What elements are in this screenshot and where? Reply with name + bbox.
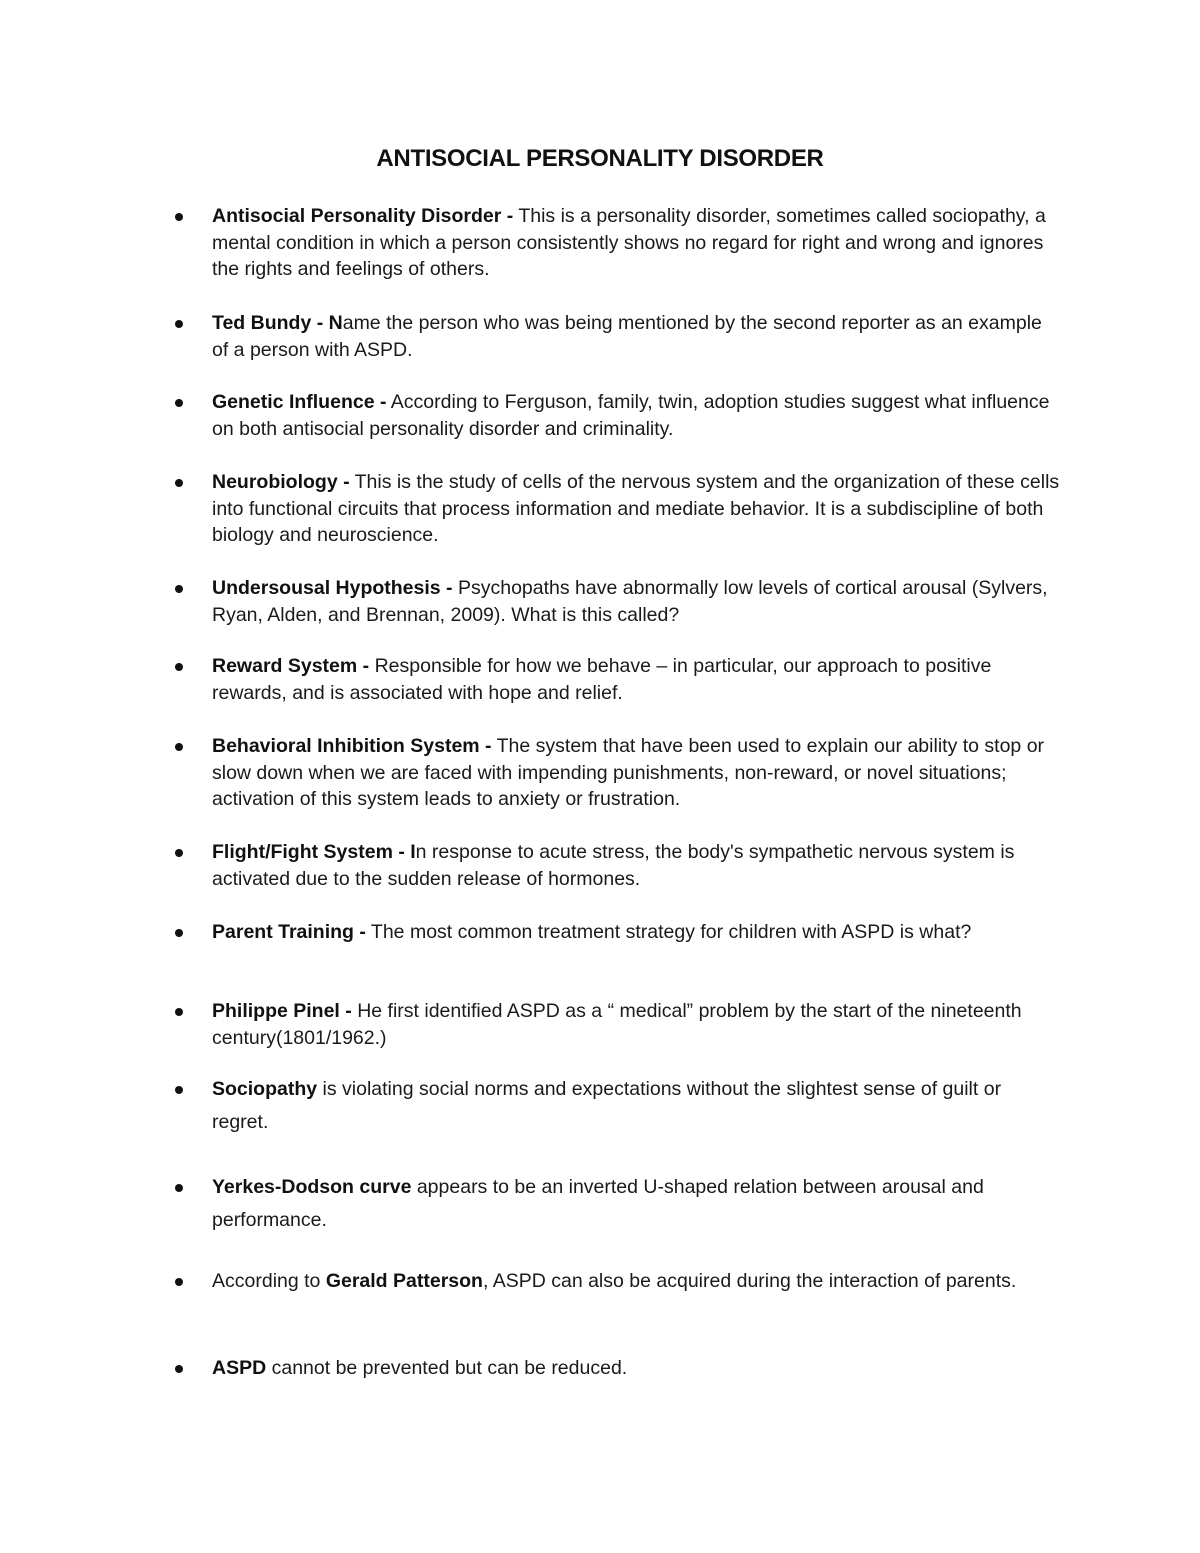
list-item-ted-bundy — [212, 310, 1062, 363]
item-term: Antisocial Personality Disorder - — [212, 205, 514, 227]
bullet-icon — [175, 1365, 183, 1373]
list-item-aspd — [212, 1355, 1062, 1382]
item-term: Undersousal Hypothesis - — [212, 577, 453, 599]
item-text: This is a personality disorder, sometimes called sociopathy, a mental condition in which a person consistently shows no regard for right and wrong and ignores the rights and feelings of others. — [212, 205, 1046, 280]
item-term: Gerald Patterson — [325, 1270, 483, 1292]
item-term: Philippe Pinel - — [212, 1000, 352, 1022]
item-text: Psychopaths have abnormally low levels of cortical arousal (Sylvers, Ryan, Alden, and Brennan, 2009). What is this called? — [212, 577, 1048, 626]
list-item-reward-system — [212, 653, 1062, 706]
item-term: Reward System - — [212, 655, 370, 677]
bullet-icon — [175, 849, 183, 857]
item-text: The system that have been used to explain our ability to stop or slow down when we are faced with impending punishments, non-reward, or novel situations; activation of this system leads to anxiety or frustration. — [212, 735, 1045, 810]
item-prefix: According to — [212, 1270, 326, 1292]
bullet-icon — [175, 320, 183, 328]
item-term: Genetic Influence - — [212, 391, 387, 413]
item-text: is violating social norms and expectations without the slightest sense of guilt or regret. — [212, 1078, 1002, 1133]
item-text: n response to acute stress, the body's sympathetic nervous system is activated due to the sudden release of hormones. — [212, 841, 1015, 890]
item-term: Parent Training - — [212, 921, 366, 943]
bullet-icon — [175, 479, 183, 487]
item-text: ame the person who was being mentioned by the second reporter as an example of a person with ASPD. — [212, 312, 1042, 361]
item-term: Sociopathy — [212, 1078, 318, 1100]
bullet-icon — [175, 743, 183, 751]
item-text: He first identified ASPD as a “ medical” problem by the start of the nineteenth century(1801/1962.) — [212, 1000, 1022, 1049]
list-item-antisocial-personality-disorder — [212, 203, 1062, 283]
list-item-sociopathy — [212, 1073, 1062, 1139]
item-text: This is the study of cells of the nervous system and the organization of these cells into functional circuits that process information and mediate behavior. It is a subdiscipline of both biology and neuroscience. — [212, 471, 1060, 546]
bullet-icon — [175, 663, 183, 671]
list-item-philippe-pinel — [212, 998, 1062, 1051]
item-term: Neurobiology - — [212, 471, 350, 493]
bullet-icon — [175, 1278, 183, 1286]
bullet-icon — [175, 1086, 183, 1094]
item-text: , ASPD can also be acquired during the interaction of parents. — [482, 1270, 1017, 1292]
bullet-icon — [175, 213, 183, 221]
item-text: The most common treatment strategy for children with ASPD is what? — [365, 921, 972, 943]
list-item-neurobiology — [212, 469, 1062, 549]
list-item-parent-training — [212, 919, 1062, 946]
item-term: Yerkes-Dodson curve — [212, 1176, 412, 1198]
list-item-gerald-patterson — [212, 1268, 1062, 1295]
bullet-icon — [175, 399, 183, 407]
list-item-undersousal-hypothesis — [212, 575, 1062, 628]
bullet-icon — [175, 585, 183, 593]
bullet-icon — [175, 1008, 183, 1016]
item-text: cannot be prevented but can be reduced. — [266, 1357, 628, 1379]
item-text: According to Ferguson, family, twin, adoption studies suggest what influence on both antisocial personality disorder and criminality. — [212, 391, 1050, 440]
item-text: appears to be an inverted U-shaped relation between arousal and performance. — [212, 1176, 984, 1231]
item-term: Flight/Fight System - I — [212, 841, 416, 863]
list-item-behavioral-inhibition-system — [212, 733, 1062, 813]
page-title: ANTISOCIAL PERSONALITY DISORDER — [376, 145, 824, 172]
item-term: Behavioral Inhibition System - — [212, 735, 492, 757]
bullet-icon — [175, 1184, 183, 1192]
list-item-genetic-influence — [212, 389, 1062, 442]
item-term: ASPD — [212, 1357, 267, 1379]
item-text: Responsible for how we behave – in particular, our approach to positive rewards, and is associated with hope and relief. — [212, 655, 992, 704]
list-item-yerkes-dodson-curve — [212, 1171, 1062, 1237]
list-item-flight-fight-system — [212, 839, 1062, 892]
item-term: Ted Bundy - N — [212, 312, 343, 334]
bullet-icon — [175, 929, 183, 937]
